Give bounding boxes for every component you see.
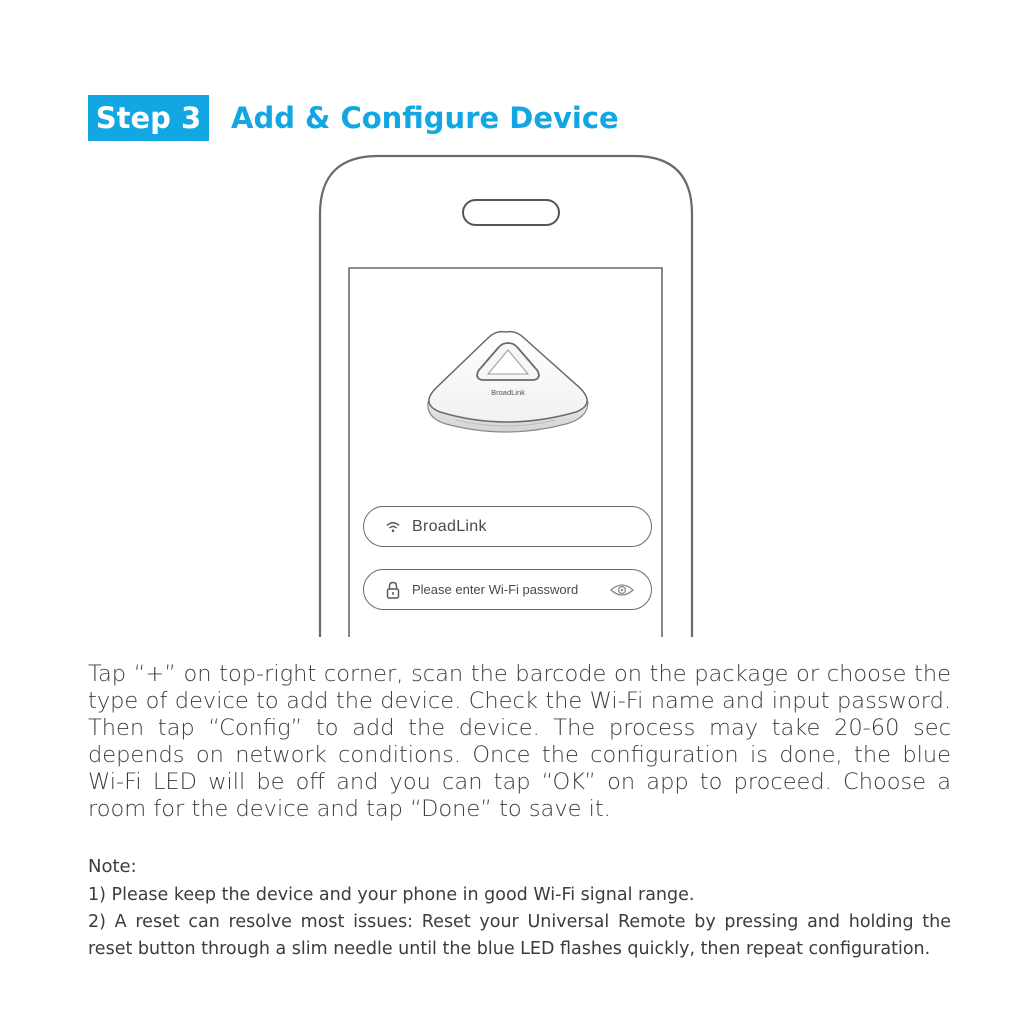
lock-icon (384, 581, 402, 599)
phone-illustration (316, 150, 696, 640)
note-title: Note: (88, 856, 137, 877)
wifi-password-field[interactable] (363, 569, 652, 610)
wifi-icon (384, 518, 402, 536)
step-title: Add & Configure Device (231, 101, 619, 135)
wifi-ssid-field[interactable] (363, 506, 652, 547)
instructions-paragraph: Tap “+” on top-right corner, scan the barcode on the package or choose the type of device to add the device. Check the Wi-Fi name and input password. Then tap “Config” to add the device. The process may take 20-60 sec depends on network conditions. Once the configuration is done, the blue Wi-Fi LED will be off and you can tap “OK” on app to proceed. Choose a room for the device and tap “Done” to save it. (88, 661, 951, 822)
eye-icon[interactable] (609, 582, 635, 598)
step-badge: Step 3 (88, 95, 209, 141)
note-item: 1) Please keep the device and your phone in good Wi-Fi signal range. (88, 885, 695, 905)
wifi-ssid-value: BroadLink (412, 517, 487, 535)
phone-speaker (463, 200, 559, 225)
device-brand-label: BroadLink (491, 388, 525, 397)
note-item: 2) A reset can resolve most issues: Reset your Universal Remote by pressing and holding the reset button through a slim needle until the blue LED flashes quickly, then repeat configuration. (88, 912, 951, 959)
universal-remote-image (428, 332, 588, 432)
wifi-password-placeholder: Please enter Wi-Fi password (412, 582, 579, 597)
